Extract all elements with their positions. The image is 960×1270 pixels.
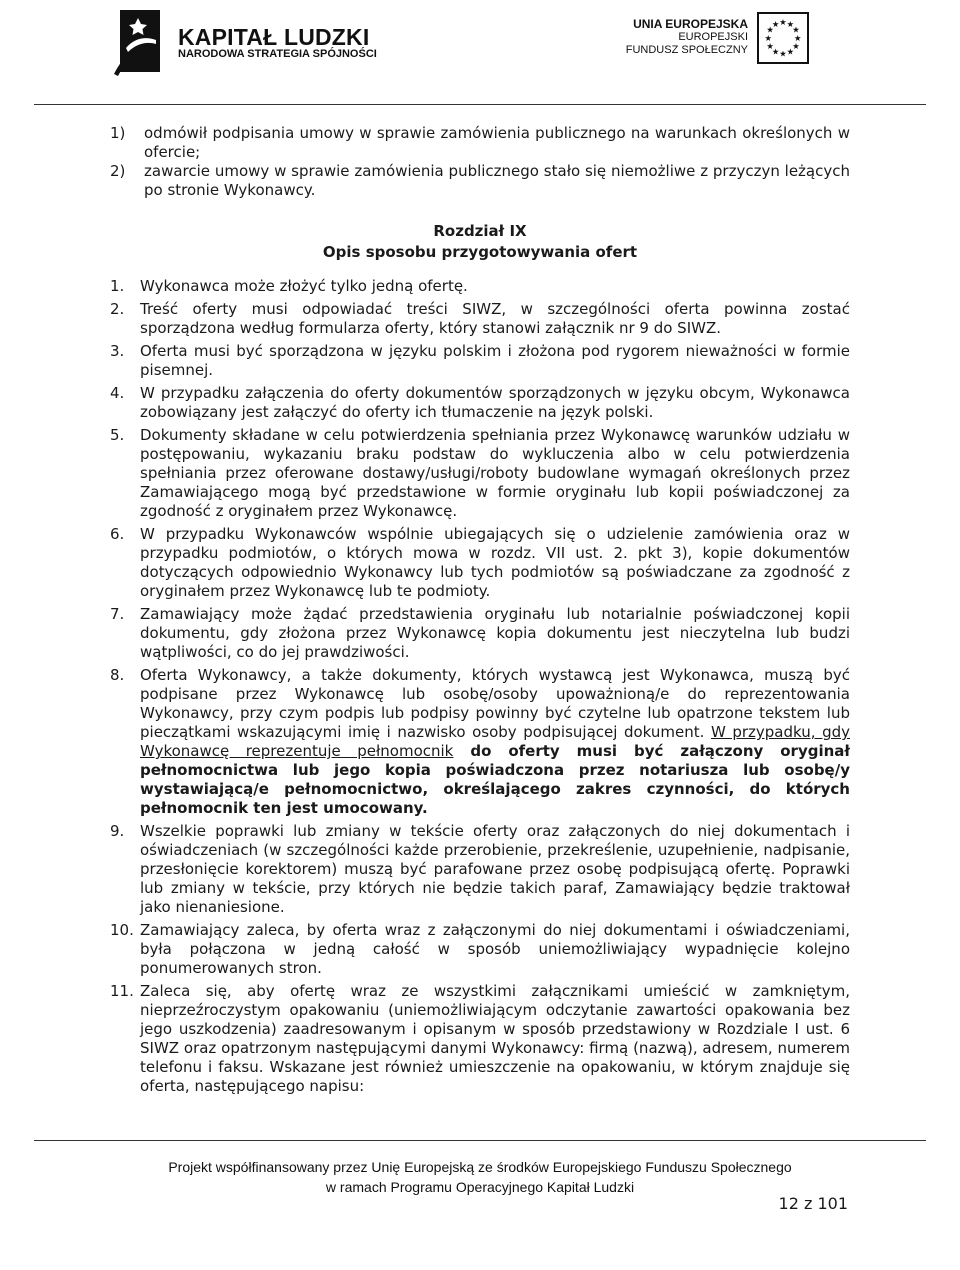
svg-text:★: ★ [794, 32, 802, 43]
list-item [110, 666, 850, 818]
list-item [110, 982, 850, 1096]
list-item [110, 384, 850, 422]
eu-line-1: UNIA EUROPEJSKA [633, 17, 748, 31]
eu-line-3: FUNDUSZ SPOŁECZNY [625, 44, 748, 56]
page-footer [0, 1157, 960, 1197]
item-number: 2. [110, 300, 125, 318]
page-number: 12 z 101 [778, 1194, 848, 1213]
item-text: Zaleca się, aby ofertę wraz ze wszystkimi załącznikami umieścić w zamkniętym, nieprzeźroczystym opakowaniu (uniemożliwiającym odczytanie zawartości opakowania bez jego uszkodzenia) zaadresowanym i opisanym w sposób przedstawiony w Rozdziale I ust. 6 SIWZ oraz opatrzonym następującymi danymi Wykonawcy: firmą (nazwą), adresem, numerem telefonu i faksu. Wskazane jest również umieszczenie na opakowaniu, w którym znajduje się oferta, następującego napisu: [140, 982, 850, 1095]
svg-text:★: ★ [771, 46, 780, 57]
svg-text:★: ★ [771, 18, 780, 29]
item-text-plain: Oferta Wykonawcy, a także dokumenty, których wystawcą jest Wykonawca, muszą być podpisane przez Wykonawcę lub osobę/osoby upoważnioną/e do reprezentowania Wykonawcy, przy czym podpis lub podpisy powinny być czytelne lub opatrzone tekstem lub pieczątkami wskazującymi imię i nazwisko osoby podpisującej dokument. [140, 666, 850, 741]
list-item [110, 426, 850, 521]
svg-text:★: ★ [779, 17, 787, 28]
footer-divider [34, 1140, 926, 1141]
intro-text: zawarcie umowy w sprawie zamówienia publicznego stało się niemożliwe z przyczyn leżących po stronie Wykonawcy. [144, 162, 850, 199]
item-text [140, 666, 850, 818]
svg-text:★: ★ [764, 32, 772, 43]
item-number: 10. [110, 921, 134, 939]
section-title: Rozdział IX [433, 222, 527, 240]
svg-text:★: ★ [786, 18, 795, 29]
svg-text:★: ★ [786, 46, 795, 57]
item-number: 4. [110, 384, 125, 402]
item-number: 1. [110, 277, 125, 295]
header-divider [34, 104, 926, 105]
logo-title: KAPITAŁ LUDZKI [178, 24, 370, 50]
item-number: 7. [110, 605, 125, 623]
eu-label [626, 18, 748, 57]
item-number: 11. [110, 982, 134, 1000]
eu-line-2: EUROPEJSKI [678, 31, 748, 43]
intro-item-2 [110, 162, 850, 200]
document-body [110, 124, 850, 1100]
item-text: W przypadku załączenia do oferty dokumentów sporządzonych w języku obcym, Wykonawca zobowiązany jest załączyć do oferty ich tłumaczenie na język polski. [140, 384, 850, 421]
intro-text: odmówił podpisania umowy w sprawie zamówienia publicznego na warunkach określonych w ofercie; [144, 124, 850, 161]
logo-subtitle: NARODOWA STRATEGIA SPÓJNOŚCI [178, 48, 377, 60]
item-text: Zamawiający może żądać przedstawienia oryginału lub notarialnie poświadczonej kopii dokumentu, gdy złożona przez Wykonawcę kopia dokumentu jest nieczytelna lub budzi wątpliwości, co do jej prawdziwości. [140, 605, 850, 661]
eu-flag-icon [757, 12, 809, 64]
item-text: Zamawiający zaleca, by oferta wraz z załączonymi do niej dokumentami i oświadczeniami, była połączona w jedną całość w sposób uniemożliwiający wypadnięcie kolejno ponumerowanych stron. [140, 921, 850, 977]
intro-item-1 [110, 124, 850, 162]
item-text: Wykonawca może złożyć tylko jedną ofertę. [140, 277, 468, 295]
item-number: 9. [110, 822, 125, 840]
item-number: 6. [110, 525, 125, 543]
intro-number: 1) [110, 124, 126, 142]
list-item [110, 300, 850, 338]
item-text: Dokumenty składane w celu potwierdzenia spełniania przez Wykonawcę warunków udziału w postępowaniu, wykazaniu braku podstaw do wykluczenia albo w celu potwierdzenia spełniania przez oferowane dostawy/usługi/roboty budowlane wymagań określonych przez Zamawiającego mogą być przedstawione w formie oryginału lub kopii poświadczonej za zgodność z oryginałem przez Wykonawcę. [140, 426, 850, 520]
item-text-bold: do oferty musi być załączony oryginał pełnomocnictwa lub jego kopia poświadczona przez notariusza lub osobę/y wystawiającą/e pełnomocnictwo, określającego zakres czynności, do których pełnomocnik ten jest umocowany. [140, 742, 850, 817]
item-text: Treść oferty musi odpowiadać treści SIWZ, w szczególności oferta powinna zostać sporządzona według formularza oferty, który stanowi załącznik nr 9 do SIWZ. [140, 300, 850, 337]
item-number: 3. [110, 342, 125, 360]
item-text-underlined: W przypadku, gdy Wykonawcę reprezentuje pełnomocnik [140, 723, 850, 760]
item-number: 8. [110, 666, 125, 684]
list-item [110, 525, 850, 601]
svg-text:★: ★ [766, 41, 774, 52]
svg-text:★: ★ [766, 24, 774, 35]
list-item [110, 921, 850, 978]
list-item [110, 342, 850, 380]
item-text: W przypadku Wykonawców wspólnie ubiegających się o udzielenie zamówienia oraz w przypadku podmiotów, o których mowa w rozdz. VII ust. 2. pkt 3), kopie dokumentów dotyczących odpowiednio Wykonawcy lub tych podmiotów są poświadczane za zgodność z oryginałem przez Wykonawcę lub te podmioty. [140, 525, 850, 600]
svg-text:★: ★ [792, 41, 800, 52]
item-number: 5. [110, 426, 125, 444]
svg-text:★: ★ [779, 48, 787, 59]
list-item [110, 822, 850, 917]
item-text: Oferta musi być sporządzona w języku polskim i złożona pod rygorem nieważności w formie pisemnej. [140, 342, 850, 379]
section-subtitle: Opis sposobu przygotowywania ofert [322, 243, 638, 261]
svg-text:★: ★ [792, 24, 800, 35]
list-item [110, 605, 850, 662]
footer-line-2: w ramach Programu Operacyjnego Kapitał Ludzki [325, 1179, 635, 1195]
list-item [110, 277, 850, 296]
footer-line-1: Projekt współfinansowany przez Unię Europejską ze środków Europejskiego Funduszu Społecznego [168, 1159, 792, 1175]
kapital-ludzki-logo-icon [112, 8, 162, 78]
intro-number: 2) [110, 162, 126, 180]
item-text: Wszelkie poprawki lub zmiany w tekście oferty oraz załączonych do niej dokumentach i oświadczeniach (w szczególności każde przerobienie, przekreślenie, uzupełnienie, nadpisanie, przesłonięcie korektorem) muszą być parafowane przez osobę podpisującą ofertę. Poprawki lub zmiany w tekście, przy których nie będzie takich paraf, Zamawiający będzie traktował jako nienaniesione. [140, 822, 850, 916]
